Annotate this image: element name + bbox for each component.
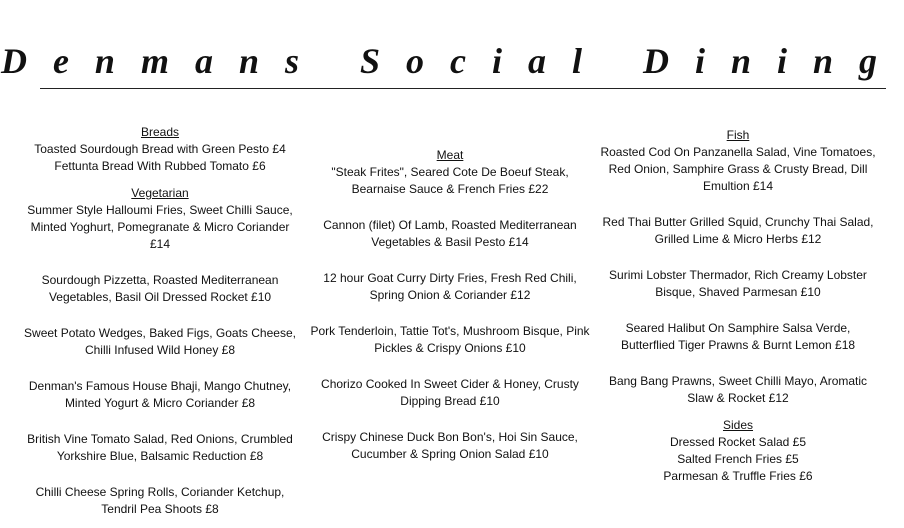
menu-item: Summer Style Halloumi Fries, Sweet Chilli Sauce, Minted Yoghurt, Pomegranate & Micro Coriander £14 [27,203,293,251]
menu-item: Denman's Famous House Bhaji, Mango Chutney, Minted Yogurt & Micro Coriander £8 [28,379,292,410]
menu-item: Sourdough Pizzetta, Roasted Mediterranean Vegetables, Basil Oil Dressed Rocket £10 [41,273,279,304]
section-heading-sides: Sides [722,418,754,432]
menu-item: Red Thai Butter Grilled Squid, Crunchy Thai Salad, Grilled Lime & Micro Herbs £12 [602,215,874,246]
section-heading-fish: Fish [726,128,750,142]
menu-item: British Vine Tomato Salad, Red Onions, Crumbled Yorkshire Blue, Balsamic Reduction £8 [27,432,293,463]
column-left [20,124,300,518]
menu-item: Cannon (filet) Of Lamb, Roasted Mediterranean Vegetables & Basil Pesto £14 [323,218,577,249]
menu-item: Crispy Chinese Duck Bon Bon's, Hoi Sin Sauce, Cucumber & Spring Onion Salad £10 [322,430,578,461]
menu-item: Seared Halibut On Samphire Salsa Verde, Butterflied Tiger Prawns & Burnt Lemon £18 [620,321,856,352]
menu-item: 12 hour Goat Curry Dirty Fries, Fresh Red Chili, Spring Onion & Coriander £12 [323,271,577,302]
menu-item: Dressed Rocket Salad £5 [669,435,807,449]
page-title: Denmans Social Dining [0,41,904,81]
section-heading-vegetarian: Vegetarian [131,186,189,200]
column-right [598,127,878,485]
title-divider [40,88,886,89]
section-heading-breads: Breads [140,125,180,139]
menu-item: Chilli Cheese Spring Rolls, Coriander Ketchup, Tendril Pea Shoots £8 [35,485,285,516]
menu-item: Parmesan & Truffle Fries £6 [663,469,813,483]
menu-item: Toasted Sourdough Bread with Green Pesto £4 [34,142,286,156]
menu-item: "Steak Frites", Seared Cote De Boeuf Steak, Bearnaise Sauce & French Fries £22 [331,165,569,196]
menu-item: Fettunta Bread With Rubbed Tomato £6 [54,159,266,173]
column-middle [310,147,590,463]
menu-item: Sweet Potato Wedges, Baked Figs, Goats Cheese, Chilli Infused Wild Honey £8 [24,326,296,357]
menu-item: Chorizo Cooked In Sweet Cider & Honey, Crusty Dipping Bread £10 [321,377,579,408]
menu-item: Salted French Fries £5 [677,452,799,466]
section-heading-meat: Meat [436,148,464,162]
menu-item: Bang Bang Prawns, Sweet Chilli Mayo, Aromatic Slaw & Rocket £12 [608,374,868,405]
menu-item: Surimi Lobster Thermador, Rich Creamy Lobster Bisque, Shaved Parmesan £10 [609,268,867,299]
menu-item: Roasted Cod On Panzanella Salad, Vine Tomatoes, Red Onion, Samphire Grass & Crusty Bread, Dill Emultion £14 [600,145,876,193]
menu-item: Pork Tenderloin, Tattie Tot's, Mushroom Bisque, Pink Pickles & Crispy Onions £10 [310,324,590,355]
